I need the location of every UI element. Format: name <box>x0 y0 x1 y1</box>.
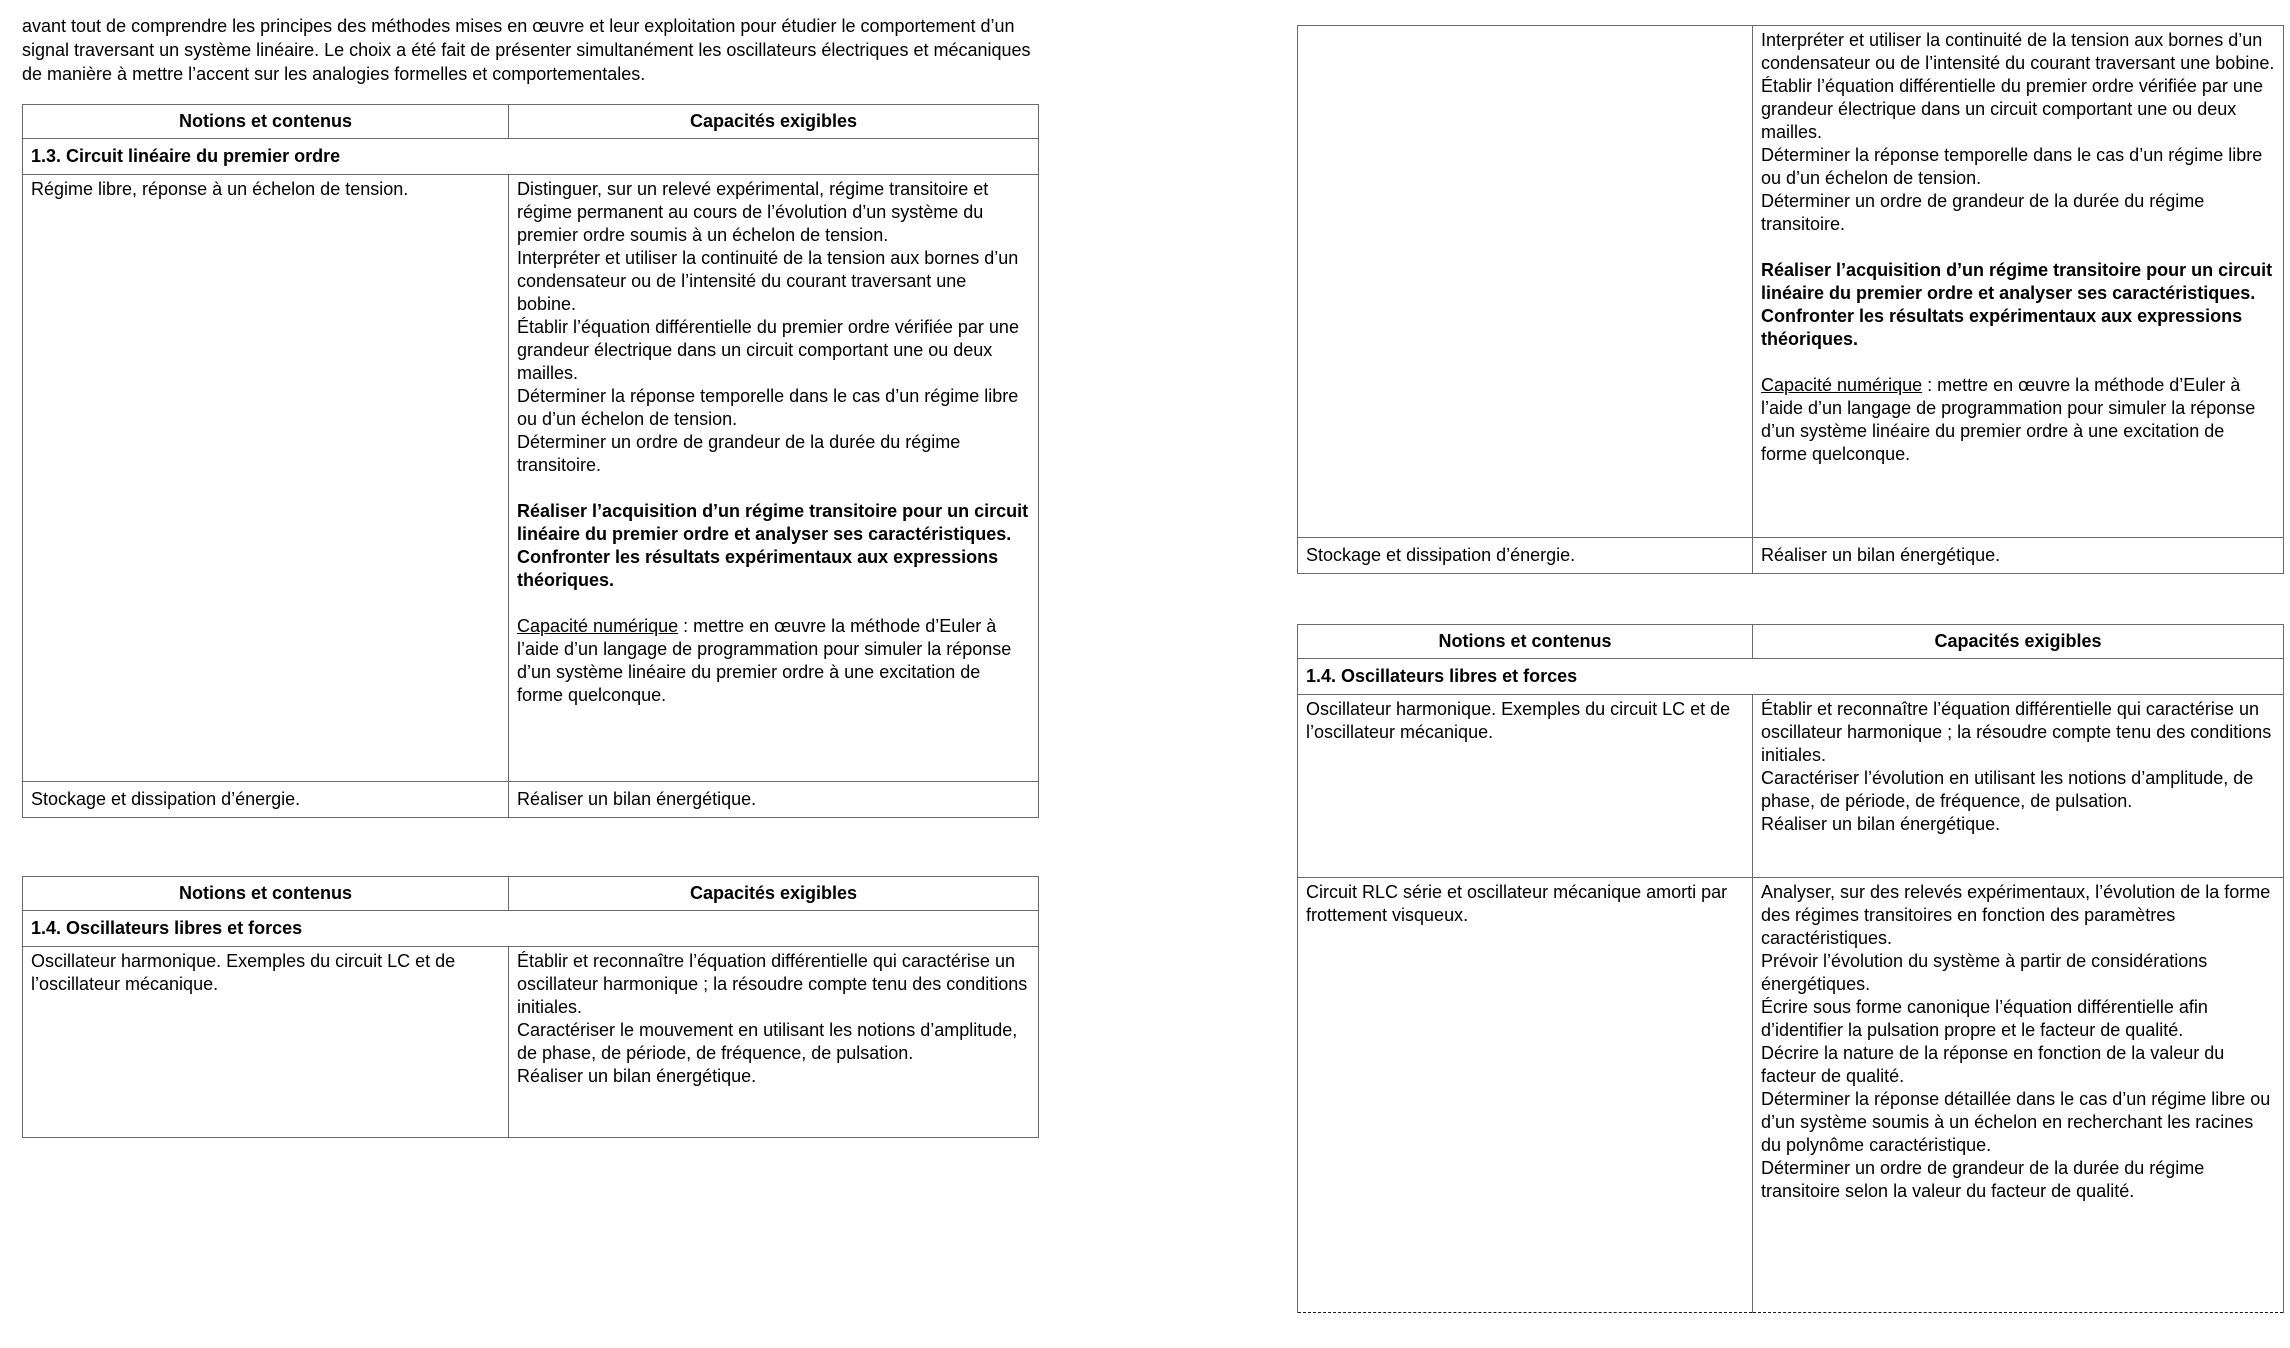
intro-paragraph: avant tout de comprendre les principes des méthodes mises en œuvre et leur exploitation pour étudier le comportement d’un signal traversant un système linéaire. Le choix a été fait de présenter simultanément les oscillateurs électriques et mécaniques de manière à mettre l’accent sur les analogies formelles et comportementales. <box>22 16 1031 84</box>
capacity-item-bold: Réaliser l’acquisition d’un régime transitoire pour un circuit linéaire du premier ordre et analyser ses caractéristiques. Confronter les résultats expérimentaux aux expressions théoriques. <box>1761 260 2273 349</box>
capacites-cell <box>509 947 1039 1138</box>
table-row <box>23 782 1039 818</box>
capacity-item: Déterminer un ordre de grandeur de la durée du régime transitoire selon la valeur du facteur de qualité. <box>1761 1158 2205 1201</box>
capacity-item: Établir et reconnaître l’équation différentielle qui caractérise un oscillateur harmonique ; la résoudre compte tenu des conditions initiales. <box>517 951 1028 1017</box>
table-header-row <box>23 105 1039 139</box>
capacity-numeric <box>517 615 1030 707</box>
capacites-cell <box>1753 878 2284 1313</box>
capacites-cell: Réaliser un bilan énergétique. <box>1753 538 2284 574</box>
table-row <box>23 947 1039 1138</box>
capacity-item: Déterminer la réponse détaillée dans le cas d’un régime libre ou d’un système soumis à un échelon en recherchant les racines du polynôme caractéristique. <box>1761 1089 2271 1155</box>
section-row-1-4 <box>23 911 1039 947</box>
capacites-cell: Réaliser un bilan énergétique. <box>509 782 1039 818</box>
capacites-cell <box>1753 695 2284 878</box>
capacity-item: Décrire la nature de la réponse en fonction de la valeur du facteur de qualité. <box>1761 1043 2225 1086</box>
column-header-capacites: Capacités exigibles <box>509 105 1039 139</box>
capacity-item: Déterminer un ordre de grandeur de la durée du régime transitoire. <box>1761 191 2205 234</box>
blank-line <box>517 592 1030 615</box>
capacity-item: Établir l’équation différentielle du premier ordre vérifiée par une grandeur électrique dans un circuit comportant une ou deux mailles. <box>517 317 1019 383</box>
table-row <box>23 175 1039 782</box>
section-title: 1.4. Oscillateurs libres et forces <box>1298 659 2284 695</box>
capacity-item: Réaliser un bilan énergétique. <box>517 1066 757 1086</box>
capacites-cell <box>509 175 1039 782</box>
column-header-capacites: Capacités exigibles <box>509 877 1039 911</box>
capacity-item: Caractériser l’évolution en utilisant les notions d’amplitude, de phase, de période, de fréquence, de pulsation. <box>1761 768 2254 811</box>
capacite-numerique-text: : mettre en œuvre la méthode d’Euler à l’aide d’un langage de programmation pour simuler la réponse d’un système linéaire du premier ordre à une excitation de forme quelconque. <box>1761 375 2256 464</box>
table-circuit-premier-ordre-continuation <box>1297 25 2284 574</box>
column-header-notions: Notions et contenus <box>23 105 509 139</box>
table-header-row <box>23 877 1039 911</box>
capacite-numerique-label: Capacité numérique <box>517 616 679 636</box>
notion-cell: Stockage et dissipation d’énergie. <box>1298 538 1753 574</box>
notion-cell: Régime libre, réponse à un échelon de tension. <box>23 175 509 782</box>
capacity-item: Déterminer la réponse temporelle dans le cas d’un régime libre ou d’un échelon de tension. <box>517 386 1019 429</box>
section-row-1-4 <box>1298 659 2284 695</box>
capacity-item: Distinguer, sur un relevé expérimental, régime transitoire et régime permanent au cours de l’évolution d’un système du premier ordre soumis à un échelon de tension. <box>517 179 989 245</box>
right-page-column <box>1297 25 2283 1313</box>
table-row-cut-off <box>1298 878 2284 1313</box>
capacity-numeric <box>1761 374 2275 466</box>
table-oscillateurs-right <box>1297 624 2284 1313</box>
capacity-item: Caractériser le mouvement en utilisant les notions d’amplitude, de phase, de période, de fréquence, de pulsation. <box>517 1020 1018 1063</box>
section-title: 1.4. Oscillateurs libres et forces <box>23 911 1039 947</box>
column-header-capacites: Capacités exigibles <box>1753 625 2284 659</box>
capacity-item: Interpréter et utiliser la continuité de la tension aux bornes d’un condensateur ou de l’intensité du courant traversant une bobine. <box>517 248 1019 314</box>
notion-cell: Circuit RLC série et oscillateur mécanique amorti par frottement visqueux. <box>1298 878 1753 1313</box>
table-row <box>1298 26 2284 538</box>
table-oscillateurs-left <box>22 876 1039 1138</box>
section-title: 1.3. Circuit linéaire du premier ordre <box>23 139 1039 175</box>
capacity-item: Prévoir l’évolution du système à partir de considérations énergétiques. <box>1761 951 2208 994</box>
notion-cell-empty <box>1298 26 1753 538</box>
capacity-item: Déterminer un ordre de grandeur de la durée du régime transitoire. <box>517 432 961 475</box>
notion-cell: Stockage et dissipation d’énergie. <box>23 782 509 818</box>
capacity-item: Analyser, sur des relevés expérimentaux, l’évolution de la forme des régimes transitoires en fonction des paramètres caractéristiques. <box>1761 882 2271 948</box>
column-header-notions: Notions et contenus <box>23 877 509 911</box>
notion-cell: Oscillateur harmonique. Exemples du circuit LC et de l’oscillateur mécanique. <box>23 947 509 1138</box>
capacity-item: Écrire sous forme canonique l’équation différentielle afin d’identifier la pulsation propre et le facteur de qualité. <box>1761 997 2208 1040</box>
capacity-item: Établir l’équation différentielle du premier ordre vérifiée par une grandeur électrique dans un circuit comportant une ou deux mailles. <box>1761 76 2263 142</box>
table-header-row <box>1298 625 2284 659</box>
capacity-item: Établir et reconnaître l’équation différentielle qui caractérise un oscillateur harmonique ; la résoudre compte tenu des conditions initiales. <box>1761 699 2272 765</box>
section-row-1-3 <box>23 139 1039 175</box>
table-row <box>1298 538 2284 574</box>
capacite-numerique-text: : mettre en œuvre la méthode d’Euler à l’aide d’un langage de programmation pour simuler la réponse d’un système linéaire du premier ordre à une excitation de forme quelconque. <box>517 616 1012 705</box>
capacity-item: Déterminer la réponse temporelle dans le cas d’un régime libre ou d’un échelon de tension. <box>1761 145 2263 188</box>
capacites-cell <box>1753 26 2284 538</box>
blank-line <box>1761 351 2275 374</box>
capacity-item-bold: Réaliser l’acquisition d’un régime transitoire pour un circuit linéaire du premier ordre et analyser ses caractéristiques. Confronter les résultats expérimentaux aux expressions théoriques. <box>517 501 1029 590</box>
left-page-column <box>22 14 1038 1138</box>
blank-line <box>517 477 1030 500</box>
blank-line <box>1761 236 2275 259</box>
table-row <box>1298 695 2284 878</box>
table-circuit-premier-ordre <box>22 104 1039 818</box>
capacity-item: Interpréter et utiliser la continuité de la tension aux bornes d’un condensateur ou de l’intensité du courant traversant une bobine. <box>1761 30 2275 73</box>
notion-cell: Oscillateur harmonique. Exemples du circuit LC et de l’oscillateur mécanique. <box>1298 695 1753 878</box>
capacite-numerique-label: Capacité numérique <box>1761 375 1923 395</box>
capacity-item: Réaliser un bilan énergétique. <box>1761 814 2001 834</box>
column-header-notions: Notions et contenus <box>1298 625 1753 659</box>
